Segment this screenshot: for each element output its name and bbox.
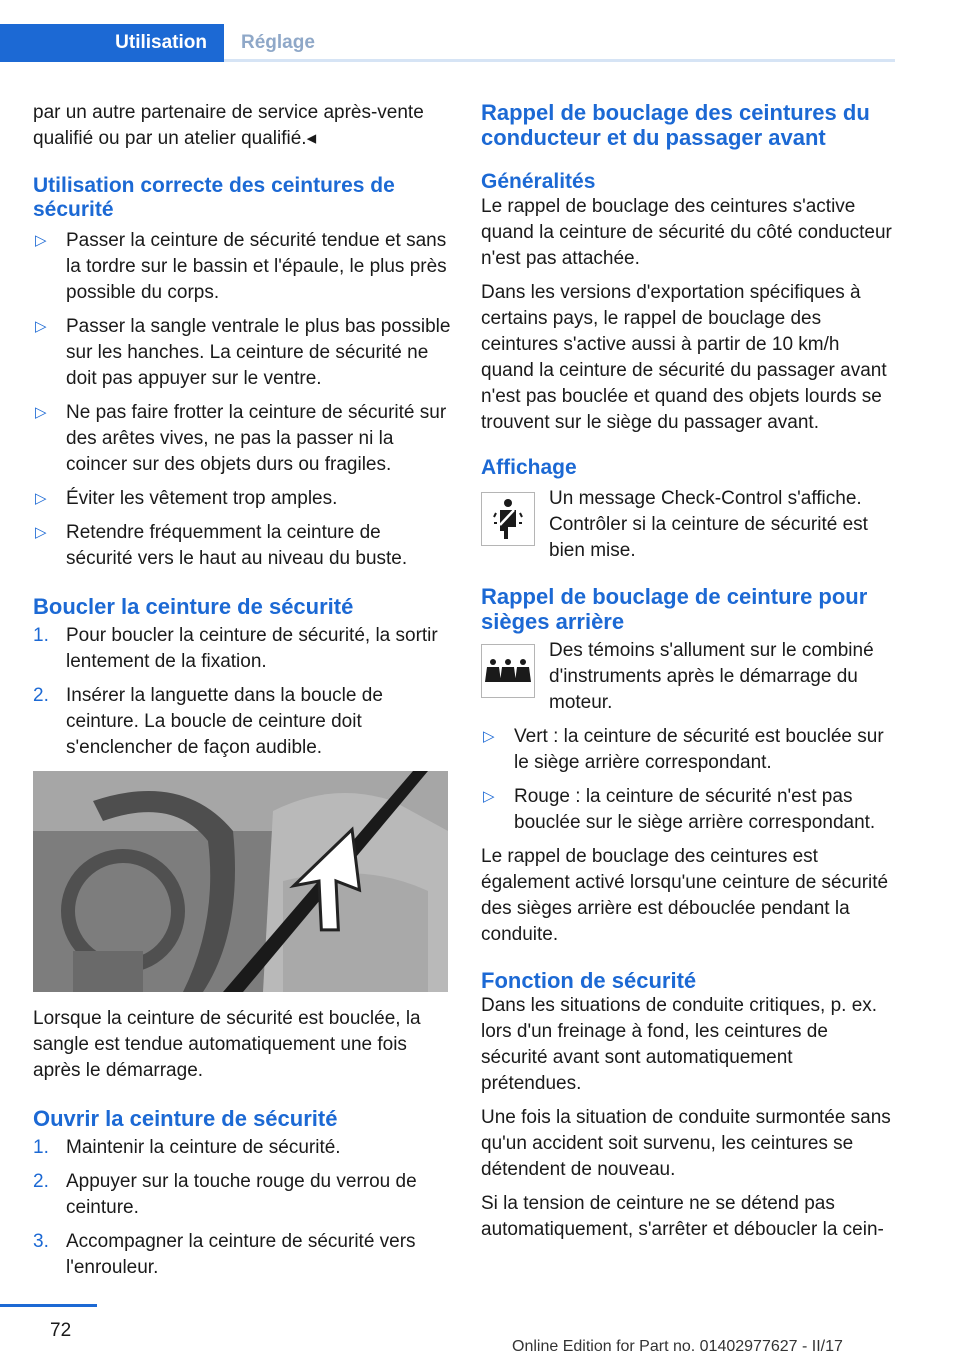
list-item-text: Passer la sangle ventrale le plus bas possible sur les hanches. La ceinture de sécurité ne doit pas appuyer sur le ventre. <box>66 316 451 389</box>
rear-list <box>481 724 897 836</box>
step-number: 2. <box>33 1171 49 1192</box>
list-item <box>33 314 451 392</box>
triangle-right-icon: ▷ <box>35 490 47 507</box>
tab-reglage[interactable]: Réglage <box>241 32 315 53</box>
heading-safety: Fonction de sécurité <box>481 968 697 993</box>
heading-reminder: Rappel de bouclage des ceintures du conducteur et du passager avant <box>481 100 870 150</box>
step-number: 3. <box>33 1231 49 1252</box>
footer-rule <box>0 1304 97 1307</box>
list-item-text: Insérer la languette dans la boucle de ceinture. La boucle de ceinture doit s'enclencher de façon audible. <box>66 685 383 758</box>
list-item <box>481 724 897 776</box>
tab-utilisation[interactable]: Utilisation <box>0 24 224 62</box>
list-item <box>33 1135 451 1161</box>
left-column <box>33 100 451 1289</box>
heading-general: Généralités <box>481 170 596 193</box>
tab-underline <box>224 59 895 62</box>
list-item <box>33 228 451 306</box>
list-item <box>33 623 451 675</box>
step-number: 1. <box>33 625 49 646</box>
seatbelt-photo <box>33 771 448 992</box>
display-block <box>481 486 897 564</box>
list-item <box>33 400 451 478</box>
buckle-steps <box>33 623 451 761</box>
open-steps <box>33 1135 451 1281</box>
safety-paragraph-1: Dans les situations de conduite critiques, p. ex. lors d'un freinage à fond, les ceintures de sécurité avant sont automatiquement prétendues. <box>481 995 878 1094</box>
usage-list <box>33 228 451 572</box>
heading-display: Affichage <box>481 456 577 479</box>
heading-open: Ouvrir la ceinture de sécurité <box>33 1106 338 1131</box>
heading-correct-usage: Utilisation correcte des ceintures de sécurité <box>33 174 395 221</box>
list-item <box>33 520 451 572</box>
list-item <box>33 1169 451 1221</box>
triangle-right-icon: ▷ <box>35 232 47 249</box>
safety-paragraph-2: Une fois la situation de conduite surmontée sans qu'un accident soit survenu, les ceintures se détendent de nouveau. <box>481 1107 891 1180</box>
intro-paragraph: par un autre partenaire de service après-vente qualifié ou par un atelier qualifié.◂ <box>33 102 424 149</box>
rear-text: Des témoins s'allument sur le combiné d'instruments après le démarrage du moteur. <box>549 640 874 713</box>
seatbelt-icon <box>481 492 535 546</box>
list-item <box>33 1229 451 1281</box>
list-item-text: Éviter les vêtement trop amples. <box>66 488 338 509</box>
header-tabs <box>0 0 895 62</box>
list-item-text: Pour boucler la ceinture de sécurité, la sortir lentement de la fixation. <box>66 625 438 672</box>
heading-rear: Rappel de bouclage de ceinture pour sièges arrière <box>481 584 868 634</box>
list-item <box>481 784 897 836</box>
list-item-text: Maintenir la ceinture de sécurité. <box>66 1137 341 1158</box>
step-number: 1. <box>33 1137 49 1158</box>
right-column <box>481 100 897 1251</box>
triangle-right-icon: ▷ <box>483 728 495 745</box>
list-item <box>33 683 451 761</box>
list-item <box>33 486 451 512</box>
display-text: Un message Check-Control s'affiche. Contrôler si la ceinture de sécurité est bien mise. <box>549 488 868 561</box>
list-item-text: Ne pas faire frotter la ceinture de sécurité sur des arêtes vives, ne pas la passer ni la coincer sur des objets durs ou fragiles. <box>66 402 447 475</box>
list-item-text: Passer la ceinture de sécurité tendue et sans la tordre sur le bassin et l'épaule, le plus près possible du corps. <box>66 230 447 303</box>
list-item-text: Appuyer sur la touche rouge du verrou de ceinture. <box>66 1171 417 1218</box>
triangle-right-icon: ▷ <box>483 788 495 805</box>
heading-buckle: Boucler la ceinture de sécurité <box>33 594 354 619</box>
general-paragraph-2: Dans les versions d'exportation spécifiques à certains pays, le rappel de bouclage des ceintures s'active aussi à partir de 10 km/h quand la ceinture de sécurité du passager avant n'est pas bouclée et quand des objets lourds se trouvent sur le siège du passager avant. <box>481 282 887 433</box>
rear-seatbelt-icon <box>481 644 535 698</box>
list-item-text: Rouge : la ceinture de sécurité n'est pas bouclée sur le siège arrière correspondant. <box>514 786 876 833</box>
rear-block <box>481 638 897 716</box>
list-item-text: Retendre fréquemment la ceinture de sécurité vers le haut au niveau du buste. <box>66 522 408 569</box>
safety-paragraph-3: Si la tension de ceinture ne se détend pas automatiquement, s'arrêter et déboucler la cein- <box>481 1193 884 1240</box>
step-number: 2. <box>33 685 49 706</box>
triangle-right-icon: ▷ <box>35 318 47 335</box>
list-item-text: Vert : la ceinture de sécurité est bouclée sur le siège arrière correspondant. <box>514 726 884 773</box>
rear-paragraph-2: Le rappel de bouclage des ceintures est également activé lorsqu'une ceinture de sécurité des sièges arrière est débouclée pendant la conduite. <box>481 846 889 945</box>
page-number: 72 <box>50 1320 72 1341</box>
triangle-right-icon: ▷ <box>35 524 47 541</box>
list-item-text: Accompagner la ceinture de sécurité vers l'enrouleur. <box>66 1231 416 1278</box>
general-paragraph-1: Le rappel de bouclage des ceintures s'active quand la ceinture de sécurité du côté conducteur n'est pas attachée. <box>481 196 892 269</box>
triangle-right-icon: ▷ <box>35 404 47 421</box>
edition-note: Online Edition for Part no. 01402977627 - II/17 <box>512 1338 843 1355</box>
after-photo-paragraph: Lorsque la ceinture de sécurité est bouclée, la sangle est tendue automatiquement une fois après le démarrage. <box>33 1008 421 1081</box>
